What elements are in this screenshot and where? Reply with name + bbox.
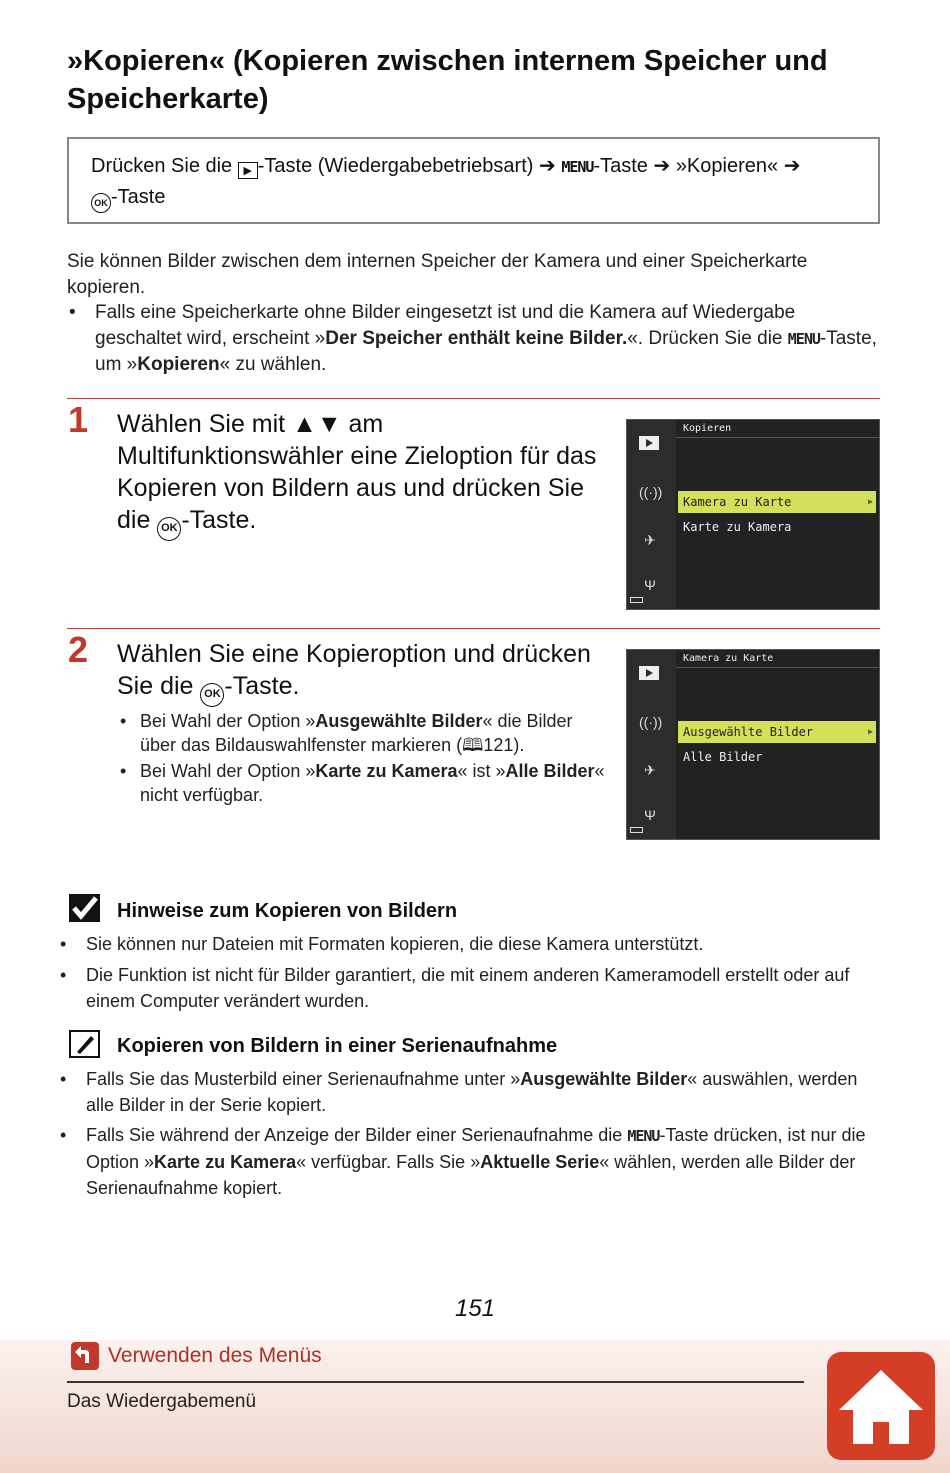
arrow-icon: ➔: [539, 155, 556, 177]
battery-icon: [630, 827, 643, 833]
wireless-tab-icon: ((·)): [639, 714, 663, 730]
wireless-tab-icon: ((·)): [639, 484, 663, 500]
playback-tab-icon: [639, 436, 659, 450]
page-number: 151: [454, 1295, 496, 1322]
camera-screen-copy-menu: [626, 419, 880, 610]
step-2-bullet: • Bei Wahl der Option »Karte zu Kamera« ist »Alle Bilder« nicht verfügbar.: [140, 759, 610, 807]
playback-tab-icon: [639, 666, 659, 680]
navigation-path-box: Drücken Sie die ▶ -Taste (Wiedergabebetriebsart) ➔ MENU-Taste ➔ »Kopieren« ➔ OK -Taste: [67, 137, 880, 224]
arrow-icon: ➔: [653, 155, 671, 177]
page-title: »Kopieren« (Kopieren zwischen internem Speicher und Speicherkarte): [67, 45, 828, 115]
note-heading: Kopieren von Bildern in einer Serienaufnahme: [117, 1035, 558, 1057]
battery-icon: [630, 597, 643, 603]
menu-option[interactable]: Alle Bilder: [683, 750, 763, 764]
satellite-tab-icon: ✈: [644, 532, 656, 548]
step-1-text: Wählen Sie mit ▲▼ am Multifunktionswähler eine Zieloption für das Kopieren von Bildern aus und drücken Sie die OK -Taste.: [117, 408, 597, 541]
checkmark-icon: [69, 894, 100, 922]
camera-sidebar: [627, 650, 676, 839]
subsection-label: Das Wiedergabemenü: [67, 1391, 257, 1412]
up-down-arrows-icon: ▲▼: [292, 410, 342, 438]
step-number: 2: [68, 629, 89, 670]
menu-option[interactable]: Karte zu Kamera: [683, 520, 792, 534]
note-bullet: • Falls Sie das Musterbild einer Serienaufnahme unter »Ausgewählte Bilder« auswählen, werden alle Bilder in der Serie kopiert.: [86, 1066, 881, 1118]
step-2-bullet: • Bei Wahl der Option »Ausgewählte Bilder« die Bilder über das Bildauswahlfenster markieren (🕮121).: [140, 709, 610, 757]
menu-button-label: MENU: [627, 1127, 660, 1145]
note-heading: Hinweise zum Kopieren von Bildern: [117, 900, 458, 922]
wrench-tab-icon: Ψ: [644, 807, 656, 823]
right-arrow-icon: ▶: [868, 497, 873, 506]
ok-button-icon: OK: [200, 683, 224, 707]
step-number: 1: [68, 399, 89, 440]
menu-button-label: MENU: [561, 158, 594, 176]
section-link[interactable]: Verwenden des Menüs: [108, 1344, 322, 1367]
note-bullet: • Die Funktion ist nicht für Bilder garantiert, die mit einem anderen Kameramodell erstellt oder auf einem Computer verändert wurden.: [86, 962, 881, 1014]
wrench-tab-icon: Ψ: [644, 577, 656, 593]
home-button[interactable]: [827, 1352, 935, 1460]
screen-header: Kamera zu Karte: [683, 653, 774, 664]
home-icon: [827, 1352, 935, 1460]
intro-text: Sie können Bilder zwischen dem internen Speicher der Kamera und einer Speicherkarte kopieren.: [67, 251, 808, 298]
step-divider: [67, 628, 880, 629]
book-reference-icon: 🕮: [462, 735, 484, 755]
right-arrow-icon: ▶: [868, 727, 873, 736]
note-bullet: • Falls Sie während der Anzeige der Bilder einer Serienaufnahme die MENU-Taste drücken, ist nur die Option »Karte zu Kamera« verfügbar. Falls Sie »Aktuelle Serie« wählen, werden alle Bilder der Serienaufnahme kopiert.: [86, 1122, 881, 1201]
screen-header: Kopieren: [683, 423, 732, 434]
intro-bullet: • Falls eine Speicherkarte ohne Bilder eingesetzt ist und die Kamera auf Wiedergabe geschaltet wird, erscheint »Der Speicher enthält keine Bilder.«. Drücken Sie die MENU-Taste, um »Kopieren« zu wählen.: [95, 300, 880, 378]
step-divider: [67, 398, 880, 399]
menu-option-selected[interactable]: Ausgewählte Bilder ▶: [678, 721, 876, 743]
satellite-tab-icon: ✈: [644, 762, 656, 778]
arrow-icon: ➔: [783, 155, 801, 177]
footer-divider: [67, 1381, 804, 1383]
ok-button-icon: OK: [157, 517, 181, 541]
menu-option-selected[interactable]: Kamera zu Karte ▶: [678, 491, 876, 513]
ok-button-icon: OK: [91, 193, 111, 213]
pencil-icon: [69, 1030, 100, 1058]
camera-sidebar: [627, 420, 676, 609]
menu-button-label: MENU: [787, 330, 820, 348]
back-arrow-icon[interactable]: [71, 1342, 99, 1370]
playback-button-icon: ▶: [238, 162, 258, 179]
camera-screen-camera-to-card: [626, 649, 880, 840]
step-2-text: Wählen Sie eine Kopieroption und drücken Sie die OK -Taste.: [117, 638, 612, 707]
note-bullet: • Sie können nur Dateien mit Formaten kopieren, die diese Kamera unterstützt.: [86, 931, 881, 957]
